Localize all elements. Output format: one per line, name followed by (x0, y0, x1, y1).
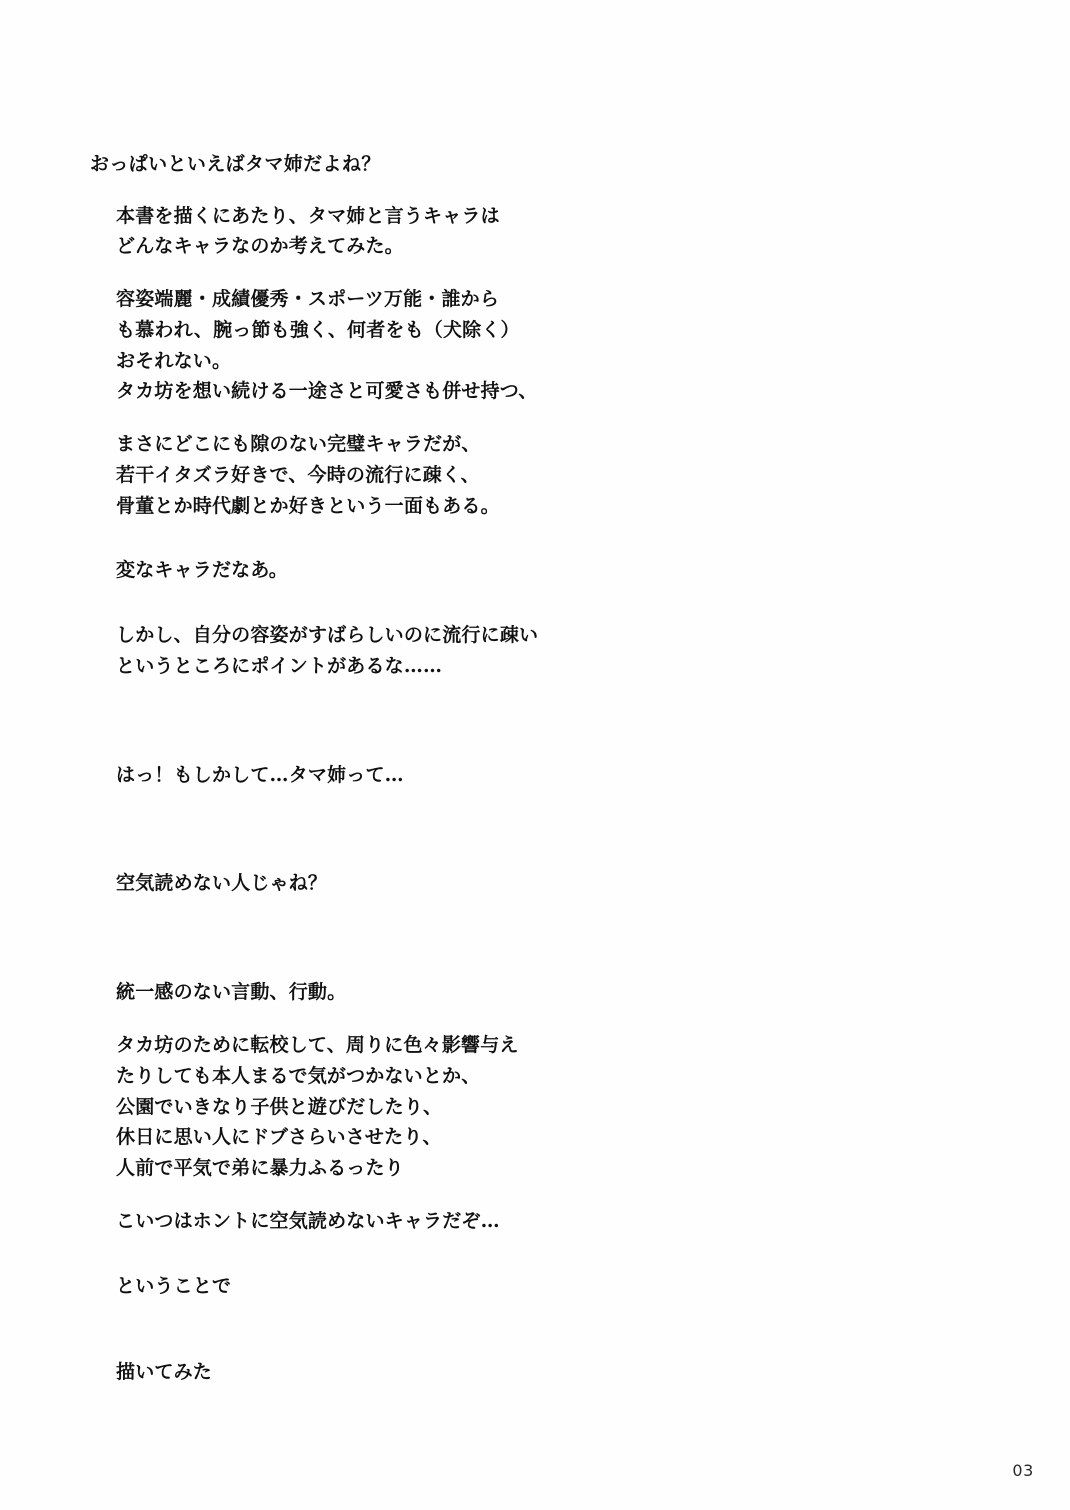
paragraph-line: 若干イタズラ好きで、今時の流行に疎く、 (116, 463, 480, 486)
paragraph-list (90, 179, 890, 1389)
paragraph (116, 429, 890, 521)
paragraph-line: というところにポイントがあるな…… (116, 654, 443, 677)
paragraph (116, 977, 890, 1008)
paragraph-line: 容姿端麗・成績優秀・スポーツ万能・誰から (116, 288, 500, 311)
paragraph-spacer (90, 521, 890, 555)
paragraph-spacer (90, 790, 890, 868)
paragraph-line: まさにどこにも隙のない完璧キャラだが、 (116, 433, 481, 456)
paragraph-line: も慕われ、腕っ節も強く、何者をも（犬除く） (116, 318, 520, 341)
paragraph-line: 描いてみた (116, 1361, 212, 1384)
paragraph-line: タカ坊を想い続ける一途さと可愛さも併せ持つ、 (116, 380, 538, 403)
paragraph-line: 空気読めない人じゃね？ (116, 872, 328, 895)
paragraph-line: 変なキャラだなあ。 (116, 559, 288, 582)
paragraph-line: ということで (116, 1274, 232, 1297)
paragraph (116, 868, 890, 899)
paragraph-spacer (90, 1301, 890, 1357)
paragraph-line: しかし、自分の容姿がすばらしいのに流行に疎い (116, 624, 539, 647)
paragraph-line: 骨董とか時代劇とか好きという一面もある。 (116, 494, 500, 517)
paragraph-line: 本書を描くにあたり、タマ姉と言うキャラは (116, 204, 500, 227)
paragraph (116, 555, 890, 586)
paragraph-spacer (90, 682, 890, 760)
paragraph-line: 休日に思い人にドブさらいさせたり、 (116, 1126, 442, 1149)
paragraph-spacer (90, 899, 890, 977)
paragraph-line: おそれない。 (116, 349, 232, 372)
paragraph-line: こいつはホントに空気読めないキャラだぞ… (116, 1209, 500, 1232)
paragraph-spacer (90, 1008, 890, 1030)
paragraph-line: はっ！もしかして…タマ姉って… (116, 763, 404, 786)
paragraph-spacer (90, 262, 890, 284)
paragraph (116, 1357, 890, 1388)
paragraph (116, 1030, 890, 1184)
paragraph-spacer (90, 586, 890, 620)
paragraph-spacer (90, 1184, 890, 1206)
paragraph (116, 1206, 890, 1237)
paragraph-spacer (90, 179, 890, 201)
paragraph (116, 760, 890, 791)
paragraph-line: どんなキャラなのか考えてみた。 (116, 235, 404, 258)
paragraph (116, 620, 890, 682)
paragraph-line: 公園でいきなり子供と遊びだしたり、 (116, 1095, 443, 1118)
paragraph-line: タカ坊のために転校して、周りに色々影響与え (116, 1033, 519, 1056)
paragraph-line: 人前で平気で弟に暴力ふるったり (116, 1157, 404, 1180)
paragraph-line: 統一感のない言動、行動。 (116, 981, 347, 1004)
page-title: おっぱいといえばタマ姉だよね？ (90, 153, 381, 175)
page-number: 03 (1012, 1461, 1034, 1480)
paragraph (116, 284, 890, 407)
paragraph-spacer (90, 407, 890, 429)
paragraph (116, 1271, 890, 1302)
paragraph (116, 201, 890, 263)
paragraph-spacer (90, 1237, 890, 1271)
paragraph-line: たりしても本人まるで気がつかないとか、 (116, 1064, 481, 1087)
document-body (90, 150, 890, 1388)
